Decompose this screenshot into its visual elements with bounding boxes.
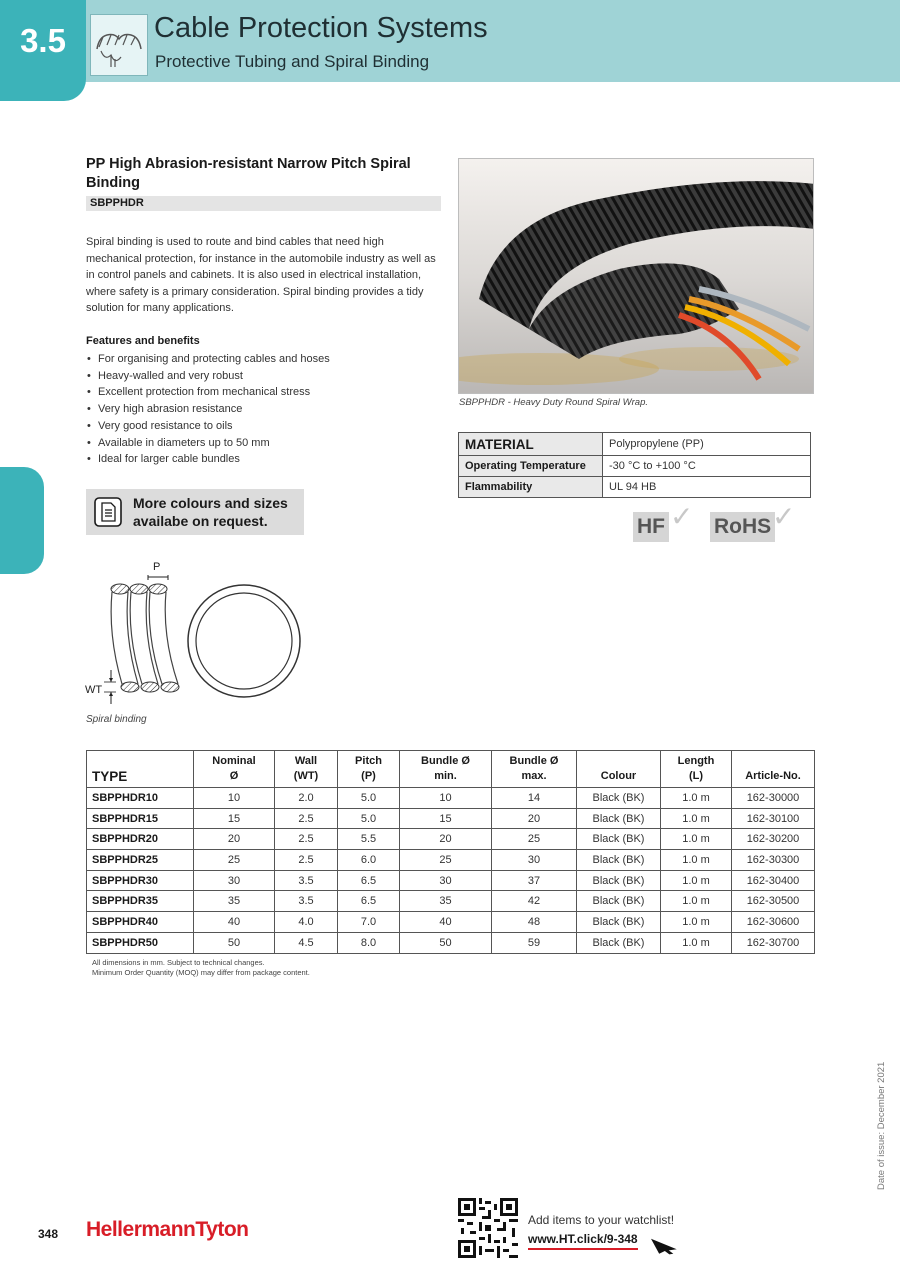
more-info-line1: More colours and sizes [133,495,288,511]
cell-pitch: 6.0 [338,850,400,871]
cell-nominal: 25 [194,850,275,871]
cell-bundle-min: 10 [400,788,492,809]
cell-article: 162-30100 [732,808,815,829]
side-tab [0,467,44,574]
cell-length: 1.0 m [661,829,732,850]
chapter-number: 3.5 [20,22,66,59]
hf-badge: HF [633,512,669,542]
cell-nominal: 35 [194,891,275,912]
list-item: • Heavy-walled and very robust [86,368,330,385]
cell-wall: 3.5 [275,891,338,912]
col-header-nominal: Nominal Ø [194,751,275,788]
cell-length: 1.0 m [661,912,732,933]
table-row [87,891,815,912]
cell-pitch: 7.0 [338,912,400,933]
note-line: Minimum Order Quantity (MOQ) may differ from package content. [92,968,310,977]
product-title: PP High Abrasion-resistant Narrow Pitch Spiral Binding [86,156,411,191]
temperature-value: -30 °C to +100 °C [603,456,811,477]
page-subtitle: Protective Tubing and Spiral Binding [155,52,430,71]
drawing-caption: Spiral binding [86,714,147,725]
cell-colour: Black (BK) [577,788,661,809]
document-icon [94,497,122,527]
product-description: Spiral binding is used to route and bind cables that need high mechanical protection, for instance in the automobile industry as well as in control panels and cabinets. It is also used in electrical installation, where safety is a primary consideration. Spiral binding provides a tidy solution for many applications. [86,236,436,315]
cell-bundle-max: 20 [492,808,577,829]
cell-length: 1.0 m [661,788,732,809]
cell-article: 162-30300 [732,850,815,871]
cell-length: 1.0 m [661,808,732,829]
cell-wall: 2.0 [275,788,338,809]
product-table [86,750,815,954]
cell-type: SBPPHDR50 [87,932,194,953]
col-header-pitch: Pitch (P) [338,751,400,788]
cell-colour: Black (BK) [577,912,661,933]
cell-type: SBPPHDR35 [87,891,194,912]
cell-nominal: 50 [194,932,275,953]
cell-wall: 2.5 [275,850,338,871]
col-header-colour: Colour [577,751,661,788]
watchlist-link[interactable]: www.HT.click/9-348 [528,1232,638,1246]
cell-colour: Black (BK) [577,829,661,850]
cell-bundle-max: 30 [492,850,577,871]
product-photo [458,158,814,394]
cell-pitch: 5.0 [338,808,400,829]
col-header-type: TYPE [87,751,194,788]
cell-wall: 4.5 [275,932,338,953]
spiral-binding-drawing [82,556,312,706]
cell-colour: Black (BK) [577,850,661,871]
cell-type: SBPPHDR15 [87,808,194,829]
link-underline [528,1248,638,1250]
cell-type: SBPPHDR10 [87,788,194,809]
cell-nominal: 15 [194,808,275,829]
table-row [87,912,815,933]
cell-bundle-min: 50 [400,932,492,953]
cell-wall: 2.5 [275,829,338,850]
cell-bundle-max: 14 [492,788,577,809]
checkmark-icon: ✓ [670,501,694,532]
qr-code-icon[interactable] [458,1198,518,1258]
cell-article: 162-30400 [732,870,815,891]
date-of-issue: Date of issue: December 2021 [876,1061,887,1190]
table-row [459,456,811,477]
brand-logo: HellermannTyton [86,1218,249,1241]
cell-nominal: 20 [194,829,275,850]
page-number: 348 [38,1227,59,1241]
table-row [87,932,815,953]
pitch-label: P [153,561,161,573]
cell-wall: 4.0 [275,912,338,933]
more-info-line2: availabe on request. [133,513,268,529]
photo-caption: SBPPHDR - Heavy Duty Round Spiral Wrap. [459,397,649,408]
cell-length: 1.0 m [661,850,732,871]
table-notes [92,958,310,978]
list-item: • For organising and protecting cables and hoses [86,351,330,368]
product-code: SBPPHDR [86,196,441,211]
spiral-tubing-icon [90,14,148,76]
list-item: • Very high abrasion resistance [86,401,330,418]
table-row [87,870,815,891]
cell-article: 162-30500 [732,891,815,912]
list-item: • Excellent protection from mechanical stress [86,384,330,401]
material-table [458,432,811,498]
cell-bundle-max: 25 [492,829,577,850]
cell-colour: Black (BK) [577,891,661,912]
table-row [87,850,815,871]
cell-pitch: 8.0 [338,932,400,953]
checkmark-icon: ✓ [772,501,796,532]
cell-type: SBPPHDR20 [87,829,194,850]
col-header-bundle-max: Bundle Ø max. [492,751,577,788]
cell-article: 162-30200 [732,829,815,850]
material-value: Polypropylene (PP) [603,433,811,456]
cell-colour: Black (BK) [577,932,661,953]
features-list [86,351,330,468]
cell-pitch: 6.5 [338,870,400,891]
cell-pitch: 5.5 [338,829,400,850]
arrow-cursor-icon [650,1233,680,1255]
cell-type: SBPPHDR40 [87,912,194,933]
list-item: • Available in diameters up to 50 mm [86,435,330,452]
cell-bundle-min: 25 [400,850,492,871]
more-info-text [133,494,288,530]
table-row [459,433,811,456]
col-header-length: Length (L) [661,751,732,788]
watchlist-text: Add items to your watchlist! [528,1213,675,1227]
table-row [87,788,815,809]
list-item: • Ideal for larger cable bundles [86,451,330,468]
cell-wall: 3.5 [275,870,338,891]
table-header-row [87,751,815,788]
table-row [87,829,815,850]
note-line: All dimensions in mm. Subject to technical changes. [92,958,265,967]
temperature-key: Operating Temperature [459,456,603,477]
flammability-value: UL 94 HB [603,477,811,498]
wall-thickness-label: WT [85,684,103,696]
cell-length: 1.0 m [661,891,732,912]
cell-type: SBPPHDR25 [87,850,194,871]
cell-colour: Black (BK) [577,808,661,829]
table-row [459,477,811,498]
cell-wall: 2.5 [275,808,338,829]
cell-article: 162-30600 [732,912,815,933]
cell-nominal: 10 [194,788,275,809]
cell-bundle-min: 30 [400,870,492,891]
col-header-article: Article-No. [732,751,815,788]
cell-bundle-min: 15 [400,808,492,829]
cell-length: 1.0 m [661,932,732,953]
cell-length: 1.0 m [661,870,732,891]
flammability-key: Flammability [459,477,603,498]
cell-article: 162-30700 [732,932,815,953]
col-header-bundle-min: Bundle Ø min. [400,751,492,788]
cell-article: 162-30000 [732,788,815,809]
cell-pitch: 5.0 [338,788,400,809]
cell-colour: Black (BK) [577,870,661,891]
cell-bundle-max: 42 [492,891,577,912]
cell-bundle-min: 20 [400,829,492,850]
rohs-badge: RoHS [710,512,775,542]
cell-bundle-max: 48 [492,912,577,933]
cell-nominal: 30 [194,870,275,891]
cell-type: SBPPHDR30 [87,870,194,891]
table-row [87,808,815,829]
cell-bundle-min: 35 [400,891,492,912]
cell-nominal: 40 [194,912,275,933]
page-title: Cable Protection Systems [154,12,488,44]
material-key: MATERIAL [459,433,603,456]
features-heading: Features and benefits [86,335,200,347]
cell-bundle-max: 37 [492,870,577,891]
cell-pitch: 6.5 [338,891,400,912]
col-header-wall: Wall (WT) [275,751,338,788]
cell-bundle-max: 59 [492,932,577,953]
list-item: • Very good resistance to oils [86,418,330,435]
cell-bundle-min: 40 [400,912,492,933]
